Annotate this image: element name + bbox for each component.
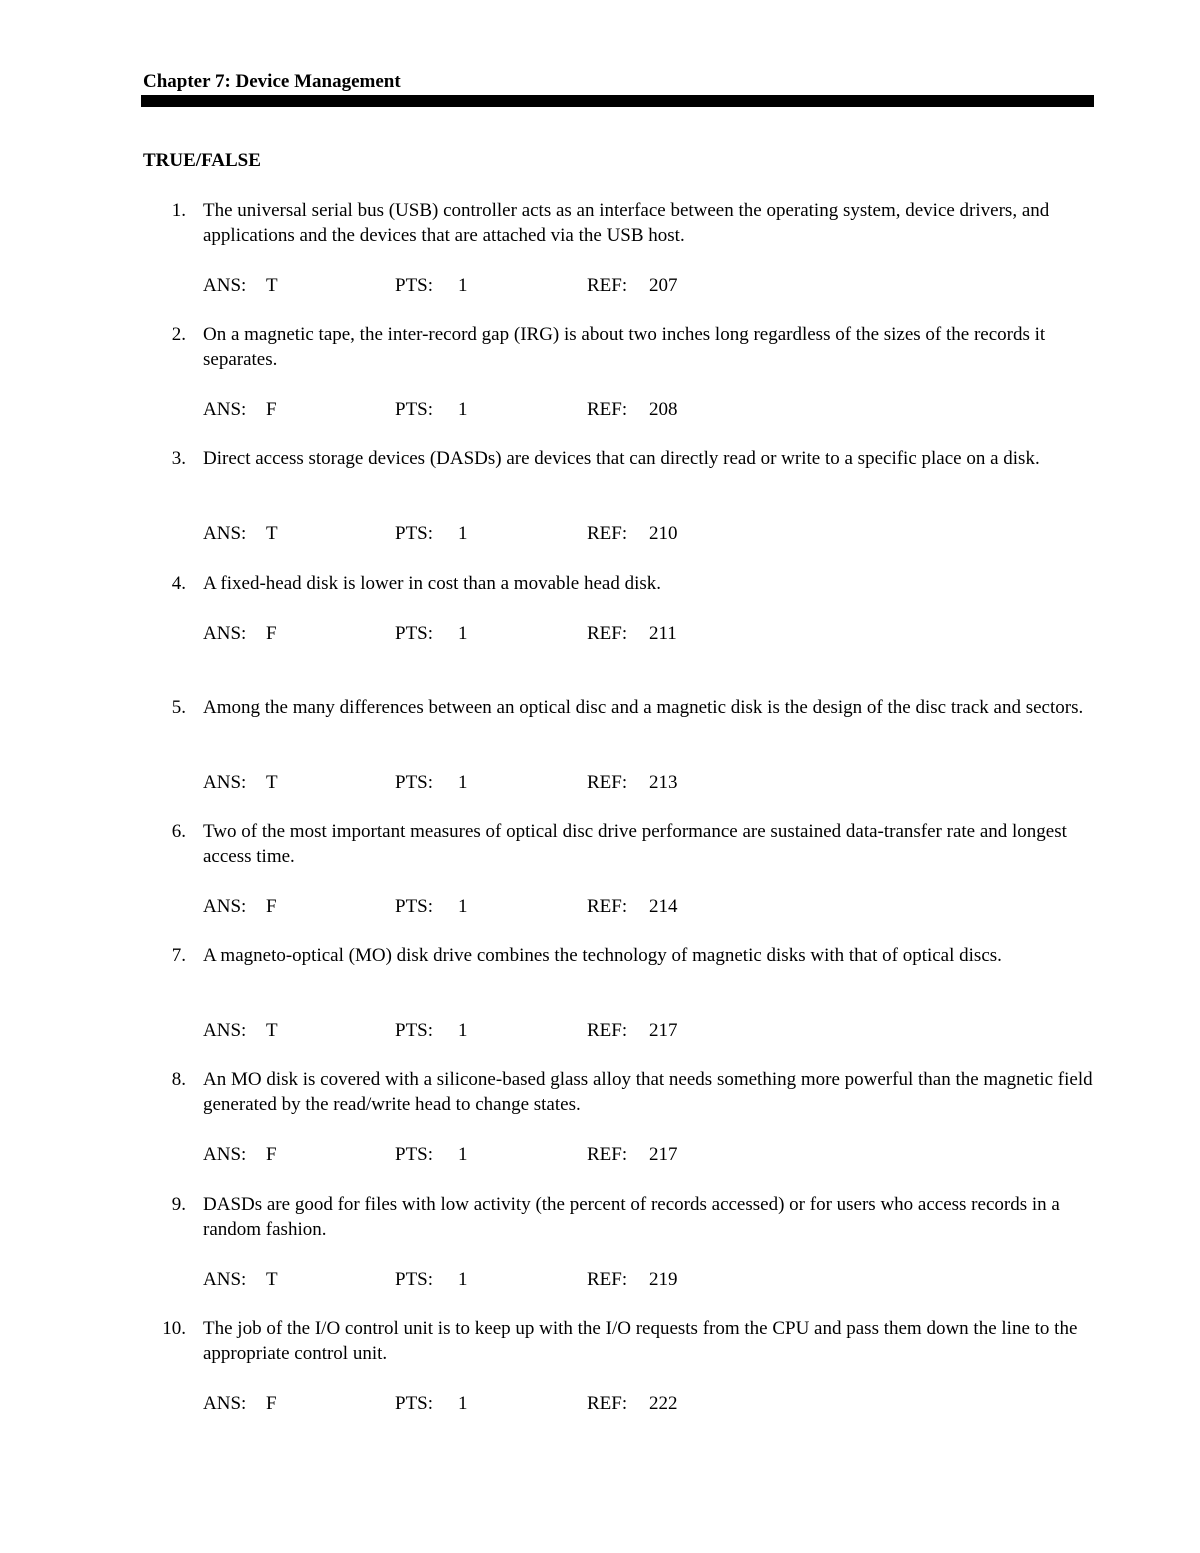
ref-value: 211 <box>649 622 677 644</box>
ans-value: F <box>266 399 277 421</box>
question-number: 10. <box>162 1317 186 1339</box>
pts-label: PTS: <box>395 622 434 644</box>
question-text: DASDs are good for files with low activity (the percent of records accessed) or for users who access records in a random fashion. <box>203 1193 1060 1240</box>
title-rule <box>141 95 1094 107</box>
ans-label: ANS: <box>203 895 247 917</box>
question-number: 2. <box>171 324 186 346</box>
ans-value: T <box>266 523 278 545</box>
pts-label: PTS: <box>395 771 434 793</box>
pts-label: PTS: <box>395 895 434 917</box>
pts-value: 1 <box>458 895 468 917</box>
pts-label: PTS: <box>395 1268 434 1290</box>
question-item <box>0 446 1200 570</box>
pts-value: 1 <box>458 1392 468 1414</box>
pts-label: PTS: <box>395 523 434 545</box>
question-text: Among the many differences between an optical disc and a magnetic disk is the design of the disc track and sectors. <box>203 696 1084 718</box>
pts-label: PTS: <box>395 275 434 296</box>
ans-value: F <box>266 895 277 917</box>
ref-value: 222 <box>649 1392 678 1414</box>
ans-value: F <box>266 1392 277 1414</box>
pts-label: PTS: <box>395 1392 434 1414</box>
question-number: 7. <box>171 945 186 967</box>
ans-value: T <box>266 771 278 793</box>
ref-value: 213 <box>649 771 678 793</box>
question-item <box>0 943 1200 1067</box>
ref-value: 210 <box>649 523 678 545</box>
ref-value: 217 <box>649 1144 678 1166</box>
ref-label: REF: <box>587 1020 628 1042</box>
question-list <box>0 198 1200 1440</box>
ref-label: REF: <box>587 622 628 644</box>
ans-label: ANS: <box>203 1144 247 1166</box>
question-number: 5. <box>171 696 186 718</box>
answer-line <box>0 521 1200 546</box>
pts-value: 1 <box>458 399 468 421</box>
pts-label: PTS: <box>395 1144 434 1166</box>
pts-value: 1 <box>458 1268 468 1290</box>
ref-value: 219 <box>649 1268 678 1290</box>
ref-label: REF: <box>587 1268 628 1290</box>
ans-label: ANS: <box>203 523 247 545</box>
answer-line <box>0 397 1200 422</box>
answer-line <box>0 1018 1200 1043</box>
question-number: 1. <box>171 200 186 221</box>
ans-label: ANS: <box>203 1392 247 1414</box>
question-item <box>0 198 1200 322</box>
ref-label: REF: <box>587 771 628 793</box>
question-item <box>0 571 1200 695</box>
ans-label: ANS: <box>203 771 247 793</box>
ref-label: REF: <box>587 1144 628 1166</box>
question-item <box>0 322 1200 446</box>
pts-label: PTS: <box>395 399 434 421</box>
question-text: On a magnetic tape, the inter-record gap (IRG) is about two inches long regardless of the sizes of the records it separates. <box>203 324 1046 371</box>
question-text: The universal serial bus (USB) controller acts as an interface between the operating system, device drivers, and applications and the devices that are attached via the USB host. <box>203 200 1050 246</box>
answer-line <box>0 894 1200 919</box>
question-item <box>0 1316 1200 1440</box>
ans-label: ANS: <box>203 275 247 296</box>
section-heading: TRUE/FALSE <box>143 150 261 171</box>
answer-line <box>0 1391 1200 1416</box>
ans-value: F <box>266 622 277 644</box>
question-text: An MO disk is covered with a silicone-based glass alloy that needs something more powerful than the magnetic field generated by the read/write head to change states. <box>203 1069 1093 1116</box>
question-text: The job of the I/O control unit is to keep up with the I/O requests from the CPU and pass them down the line to the appropriate control unit. <box>203 1317 1078 1364</box>
pts-value: 1 <box>458 1020 468 1042</box>
answer-line <box>0 1267 1200 1292</box>
question-number: 3. <box>171 448 186 470</box>
answer-line <box>0 273 1200 298</box>
question-text: A magneto-optical (MO) disk drive combines the technology of magnetic disks with that of optical discs. <box>203 945 1002 967</box>
question-item <box>0 819 1200 943</box>
ref-label: REF: <box>587 399 628 421</box>
question-number: 4. <box>171 572 186 594</box>
question-text: Two of the most important measures of optical disc drive performance are sustained data-transfer rate and longest access time. <box>203 820 1067 867</box>
ref-label: REF: <box>587 895 628 917</box>
ref-label: REF: <box>587 523 628 545</box>
pts-value: 1 <box>458 622 468 644</box>
ans-value: T <box>266 1020 278 1042</box>
question-number: 6. <box>171 820 186 842</box>
ans-value: T <box>266 275 278 296</box>
ans-value: T <box>266 1268 278 1290</box>
ref-label: REF: <box>587 1392 628 1414</box>
ans-label: ANS: <box>203 622 247 644</box>
ref-label: REF: <box>587 275 628 296</box>
question-text: A fixed-head disk is lower in cost than a movable head disk. <box>203 572 662 594</box>
question-item <box>0 695 1200 819</box>
ref-value: 214 <box>649 895 678 917</box>
answer-line <box>0 621 1200 646</box>
pts-value: 1 <box>458 523 468 545</box>
ans-label: ANS: <box>203 1268 247 1290</box>
ref-value: 208 <box>649 399 678 421</box>
question-item <box>0 1067 1200 1191</box>
question-number: 9. <box>171 1193 186 1215</box>
pts-value: 1 <box>458 1144 468 1166</box>
pts-value: 1 <box>458 771 468 793</box>
ref-value: 217 <box>649 1020 678 1042</box>
chapter-title: Chapter 7: Device Management <box>143 71 401 92</box>
question-number: 8. <box>171 1069 186 1091</box>
ans-value: F <box>266 1144 277 1166</box>
answer-line <box>0 770 1200 795</box>
pts-value: 1 <box>458 275 468 296</box>
question-text: Direct access storage devices (DASDs) are devices that can directly read or write to a specific place on a disk. <box>203 448 1040 470</box>
pts-label: PTS: <box>395 1020 434 1042</box>
answer-line <box>0 1142 1200 1167</box>
ref-value: 207 <box>649 275 678 296</box>
question-item <box>0 1192 1200 1316</box>
ans-label: ANS: <box>203 1020 247 1042</box>
ans-label: ANS: <box>203 399 247 421</box>
